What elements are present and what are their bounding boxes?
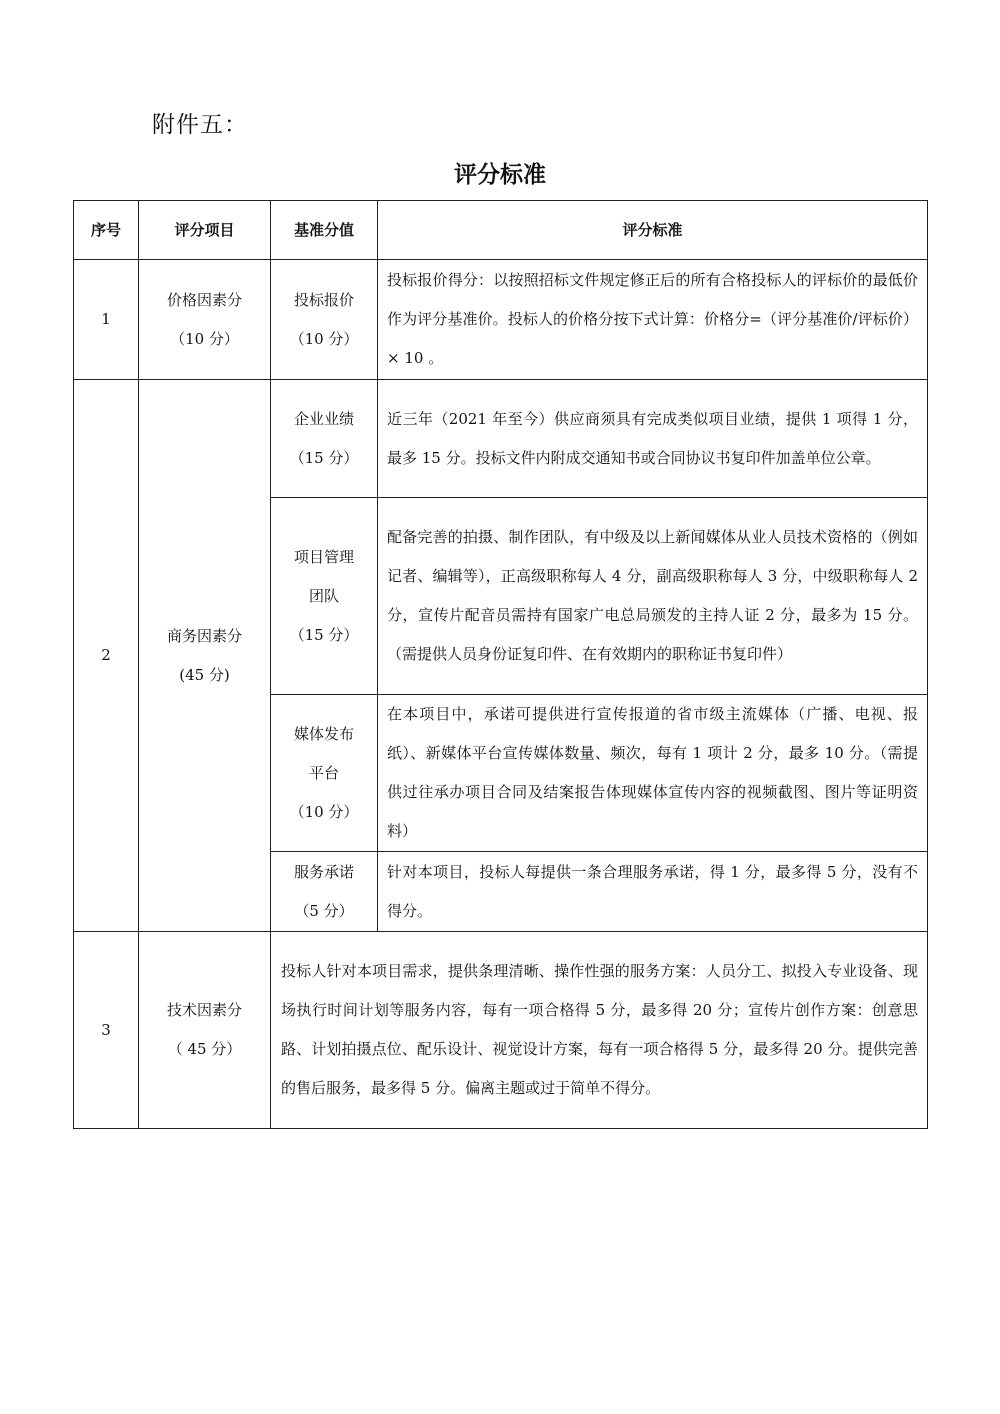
item-cell xyxy=(139,260,271,380)
base-score-cell xyxy=(271,498,378,695)
table-row xyxy=(74,380,928,498)
table-row xyxy=(74,932,928,1129)
item-name: 商务因素分 xyxy=(166,626,242,645)
base-name: 企业业绩 xyxy=(293,409,354,428)
header-item: 评分项目 xyxy=(139,201,271,260)
criteria-cell: 投标报价得分：以按照招标文件规定修正后的所有合格投标人的评标价的最低价作为评分基准价。投标人的价格分按下式计算：价格分=（评分基准价/评标价）× 10 。 xyxy=(378,260,928,380)
criteria-cell: 投标人针对本项目需求，提供条理清晰、操作性强的服务方案：人员分工、拟投入专业设备、现场执行时间计划等服务内容，每有一项合格得 5 分，最多得 20 分；宣传片创作方案：创意思路、计划拍摄点位、配乐设计、视觉设计方案，每有一项合格得 5 分，最多得 20 分。提供完善的售后服务，最多得 5 分。偏离主题或过于简单不得分。 xyxy=(271,932,928,1129)
base-score-cell xyxy=(271,695,378,852)
item-cell xyxy=(139,380,271,932)
criteria-cell: 近三年（2021 年至今）供应商须具有完成类似项目业绩，提供 1 项得 1 分，最多 15 分。投标文件内附成交通知书或合同协议书复印件加盖单位公章。 xyxy=(378,380,928,498)
item-name: 价格因素分 xyxy=(166,290,242,309)
base-name: 服务承诺 xyxy=(293,862,354,881)
base-points: （10 分） xyxy=(289,802,359,821)
attachment-label: 附件五： xyxy=(152,112,248,138)
base-name: 项目管理 xyxy=(293,547,354,566)
header-no: 序号 xyxy=(74,201,139,260)
header-criteria: 评分标准 xyxy=(378,201,928,260)
base-points: （15 分） xyxy=(289,625,359,644)
table-row xyxy=(74,260,928,380)
table-header-row xyxy=(74,201,928,260)
item-points: （ 45 分） xyxy=(167,1040,242,1058)
page-title: 评分标准 xyxy=(454,162,546,188)
item-cell xyxy=(139,932,271,1129)
row-number: 1 xyxy=(74,260,139,380)
base-name-cont: 平台 xyxy=(308,763,339,782)
base-points: （15 分） xyxy=(289,448,359,467)
base-name-cont: 团队 xyxy=(308,586,339,605)
base-score-cell xyxy=(271,380,378,498)
item-points: (45 分) xyxy=(179,665,230,684)
scoring-table xyxy=(73,200,928,1129)
base-score-cell xyxy=(271,260,378,380)
item-name: 技术因素分 xyxy=(166,1001,242,1019)
criteria-cell: 配备完善的拍摄、制作团队，有中级及以上新闻媒体从业人员技术资格的（例如记者、编辑等），正高级职称每人 4 分，副高级职称每人 3 分，中级职称每人 2 分，宣传片配音员需持有国家广电总局颁发的主持人证 2 分，最多为 15 分。（需提供人员身份证复印件、在有效期内的职称证书复印件） xyxy=(378,498,928,695)
base-name: 投标报价 xyxy=(293,290,354,309)
base-score-cell xyxy=(271,852,378,932)
base-points: （10 分） xyxy=(289,329,359,348)
base-name: 媒体发布 xyxy=(293,724,354,743)
criteria-cell: 针对本项目，投标人每提供一条合理服务承诺，得 1 分，最多得 5 分，没有不得分。 xyxy=(378,852,928,932)
criteria-cell: 在本项目中，承诺可提供进行宣传报道的省市级主流媒体（广播、电视、报纸）、新媒体平台宣传媒体数量、频次，每有 1 项计 2 分，最多 10 分。（需提供过往承办项目合同及结案报告体现媒体宣传内容的视频截图、图片等证明资料） xyxy=(378,695,928,852)
base-points: （5 分） xyxy=(294,901,354,920)
row-number: 3 xyxy=(74,932,139,1129)
header-base-score: 基准分值 xyxy=(271,201,378,260)
row-number: 2 xyxy=(74,380,139,932)
item-points: （10 分） xyxy=(170,329,239,348)
